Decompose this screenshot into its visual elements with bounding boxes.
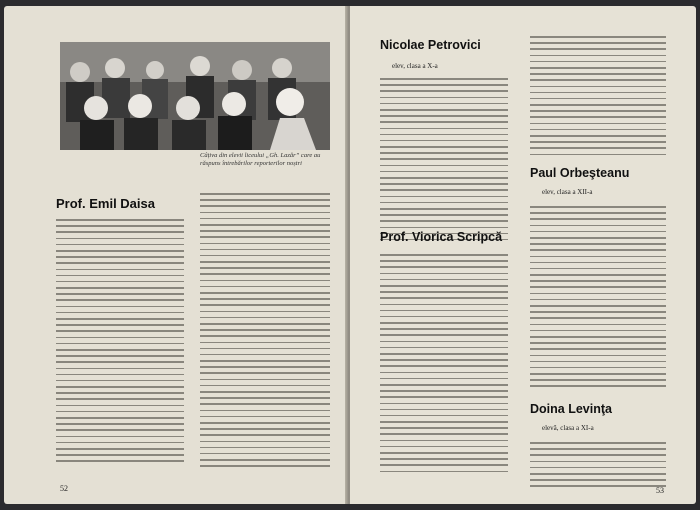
left-page [4, 6, 348, 504]
subline-paul-orbesteanu: elev, clasa a XII-a [542, 188, 593, 196]
subline-nicolae-petrovici: elev, clasa a X-a [392, 62, 438, 70]
text-column-left-2 [200, 193, 330, 471]
subline-doina-levinta: elevă, clasa a XI-a [542, 424, 594, 432]
heading-viorica-scripca: Prof. Viorica Scripcă [380, 230, 503, 244]
photo-caption: Câțiva din elevii liceului „Gh. Lazăr” care au răspuns întrebărilor reporterilor noștri [200, 152, 321, 167]
group-photo-image [60, 42, 330, 150]
heading-paul-orbesteanu: Paul Orbeşteanu [530, 166, 630, 180]
heading-doina-levinta: Doina Levinţa [530, 402, 612, 416]
text-column-right-2-top [530, 36, 666, 160]
page-number-right: 53 [656, 486, 664, 495]
right-page [350, 6, 696, 504]
page-number-left: 52 [60, 484, 68, 493]
text-column-right-1-top [380, 78, 508, 245]
heading-nicolae-petrovici: Nicolae Petrovici [380, 38, 481, 52]
text-column-left-1 [56, 219, 184, 467]
text-column-right-2-middle [530, 206, 666, 392]
text-column-right-1-bottom [380, 254, 508, 477]
heading-emil-daisa: Prof. Emil Daisa [56, 196, 155, 211]
text-column-right-2-bottom [530, 442, 666, 492]
group-photo [60, 42, 330, 150]
